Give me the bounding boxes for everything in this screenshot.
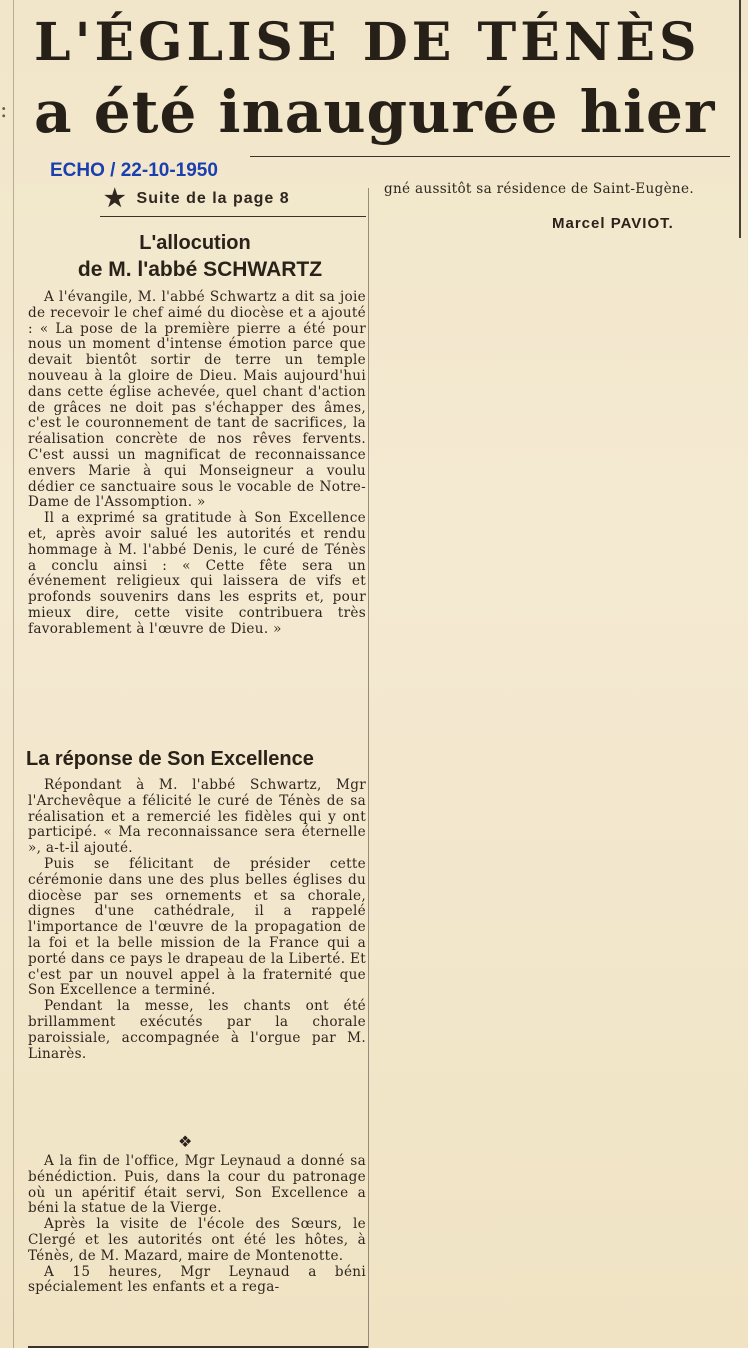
section-3-paragraph-2: Après la visite de l'école des Sœurs, le Clergé et les autorités ont été les hôtes, à Ténès, de M. Mazard, maire de Montenotte. [28,1216,366,1264]
source-stamp: ECHO / 22-10-1950 [50,160,218,181]
edge-fragment: : [0,98,8,123]
fleuron-icon: ❖ [178,1132,193,1151]
right-edge-rule [739,0,741,238]
star-icon: ★ [104,185,127,212]
right-column-paragraph: gné aussitôt sa résidence de Saint-Eugène. [384,181,694,197]
section-2-paragraph-1: Répondant à M. l'abbé Schwartz, Mgr l'Archevêque a félicité le curé de Ténès de sa réalisation et a remercié les fidèles qui y ont participé. « Ma reconnaissance sera éternelle », a-t-il ajouté. [28,777,366,857]
continuation-line [104,184,364,213]
left-edge-rule [13,0,14,1348]
author-signature: Marcel PAVIOT. [552,215,674,232]
continuation-rule [100,216,366,217]
section-3-paragraph-1: A la fin de l'office, Mgr Leynaud a donné sa bénédiction. Puis, dans la cour du patronage où un apéritif était servi, Son Excellence a béni la statue de la Vierge. [28,1153,366,1217]
section-1-heading-line-2: de M. l'abbé SCHWARTZ [77,258,323,281]
section-2-paragraph-2: Puis se félicitant de présider cette cérémonie dans une des plus belles églises du diocèse par ses ornements et sa chorale, dignes d'une cathédrale, il a rappelé l'importance de l'œuvre de la propagation de la foi et la belle mission de la France qui a porté dans ce pays le drapeau de la Liberté. Et c'est par un nouvel appel à la fraternité que Son Excellence a terminé. [28,855,366,999]
headline-line-1: L'ÉGLISE DE TÉNÈS [34,12,701,73]
section-1-paragraph-1: A l'évangile, M. l'abbé Schwartz a dit sa joie de recevoir le chef aimé du diocèse et a ajouté : « La pose de la première pierre a été pour nous un moment d'intense émotion parce que devait bientôt sortir de terre un temple nouveau à la gloire de Dieu. Mais aujourd'hui dans cette église achevée, quel chant d'action de grâces ne doit pas s'échapper des âmes, c'est le couronnement de tant de sacrifices, la réalisation concrète de nos rêves fervents. C'est aussi un magnificat de reconnaissance envers Marie à qui Monseigneur a voulu dédier ce sanctuaire sous le vocable de Notre-Dame de l'Assomption. » [28,289,366,511]
right-column-text [384,182,730,198]
section-1-heading-line-1: L'allocution [139,232,251,254]
section-2-heading: La réponse de Son Excellence [26,748,314,770]
continuation-label: Suite de la page 8 [136,190,290,207]
section-2-body [28,778,366,1062]
section-1-body [28,290,366,638]
column-divider [368,188,369,1348]
section-3-body [28,1154,366,1296]
section-3-paragraph-3: A 15 heures, Mgr Leynaud a béni spécialement les enfants et a rega- [28,1263,366,1296]
section-1-paragraph-2: Il a exprimé sa gratitude à Son Excellence et, après avoir salué les autorités et rendu hommage à M. l'abbé Denis, le curé de Ténès a conclu ainsi : « Cette fête sera un événement religieux qui laissera de vifs et profonds souvenirs dans les esprits et, pour mieux dire, cette visite contribuera très favorablement à l'œuvre de Dieu. » [28,510,366,637]
headline-rule [250,156,730,157]
headline-line-2: a été inaugurée hier [34,78,716,146]
section-2-paragraph-3: Pendant la messe, les chants ont été brillamment exécutés par la chorale paroissiale, accompagnée à l'orgue par M. Linarès. [28,998,366,1062]
